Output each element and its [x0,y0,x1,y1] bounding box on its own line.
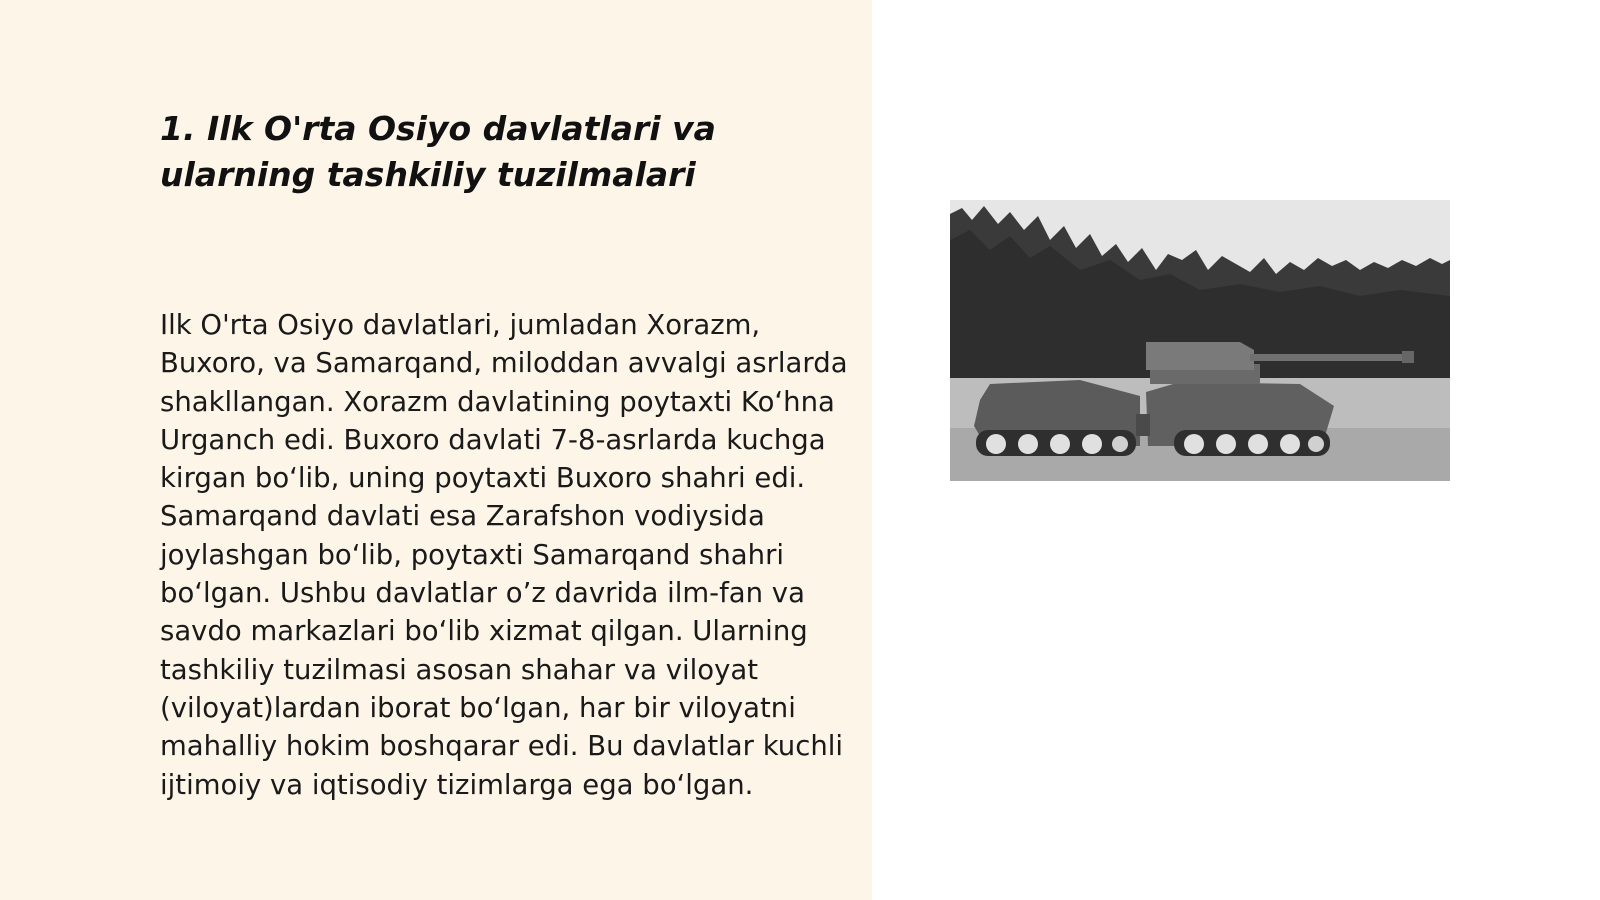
tank-photo-illustration [950,200,1450,481]
slide-title: 1. Ilk O'rta Osiyo davlatlari va ularning tashkiliy tuzilmalari [160,109,716,194]
tank-photo [950,200,1450,481]
slide-body-text: Ilk O'rta Osiyo davlatlari, jumladan Xorazm, Buxoro, va Samarqand, miloddan avvalgi asrlarda shakllangan. Xorazm davlatining poytaxti Ko‘hna Urganch edi. Buxoro davlati 7-8-asrlarda kuchga kirgan bo‘lib, uning poytaxti Buxoro shahri edi. Samarqand davlati esa Zarafshon vodiysida joylashgan bo‘lib, poytaxti Samarqand shahri bo‘lgan. Ushbu davlatlar o’z davrida ilm-fan va savdo markazlari bo‘lib xizmat qilgan. Ularning tashkiliy tuzilmasi asosan shahar va viloyat (viloyat)lardan iborat bo‘lgan, har bir viloyatni mahalliy hokim boshqarar edi. Bu davlatlar kuchli ijtimoiy va iqtisodiy tizimlarga ega bo‘lgan. [160,309,848,801]
